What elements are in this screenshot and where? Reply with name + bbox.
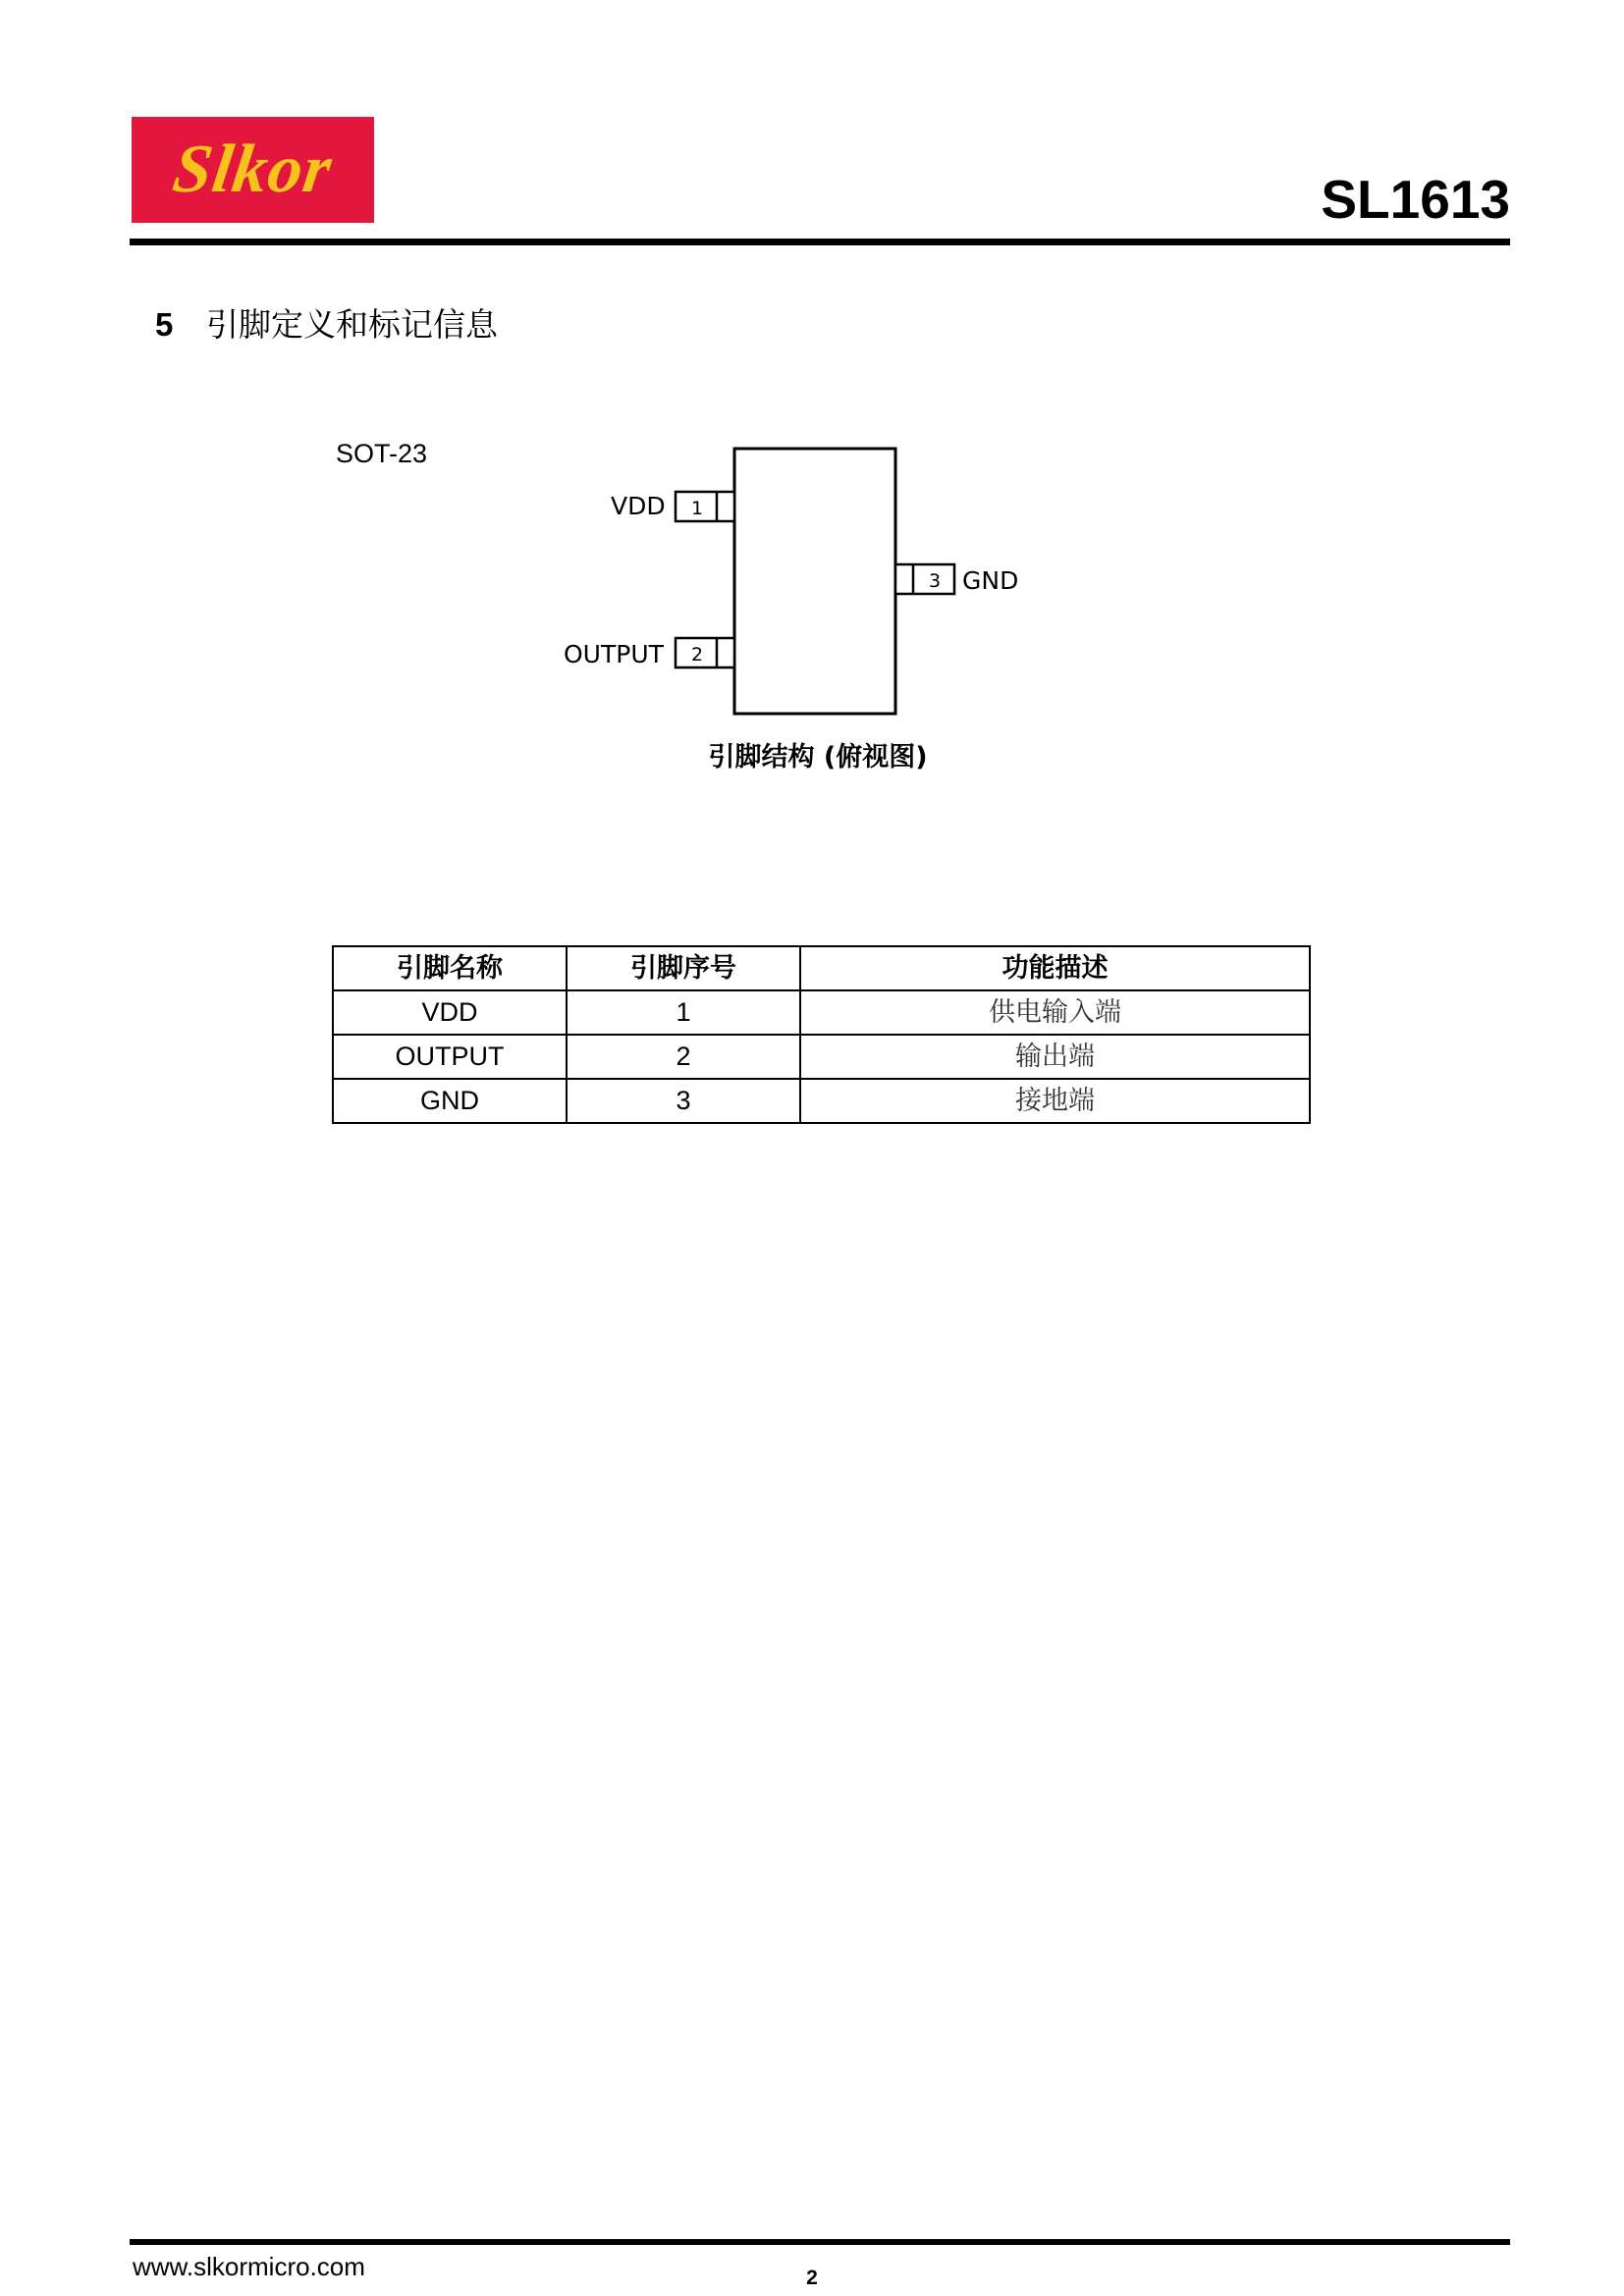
pin-1 xyxy=(676,492,734,521)
pin-1-number: 1 xyxy=(690,498,704,519)
cell-function: 接地端 xyxy=(800,1079,1310,1123)
section-title: 引脚定义和标记信息 xyxy=(206,305,498,344)
header-function: 功能描述 xyxy=(800,946,1310,990)
document-title: SL1613 xyxy=(1321,169,1510,230)
pin-2-label: OUTPUT xyxy=(564,640,664,668)
pin-diagram-svg xyxy=(550,432,1060,775)
pin-3-label: GND xyxy=(962,566,1019,595)
cell-function: 供电输入端 xyxy=(800,990,1310,1035)
chip-body xyxy=(734,449,895,714)
pin-3 xyxy=(895,564,954,594)
footer-url[interactable]: www.slkormicro.com xyxy=(133,2252,365,2281)
table-header-row xyxy=(333,946,1310,990)
table-row xyxy=(333,1079,1310,1123)
pin-2 xyxy=(676,638,734,667)
section-heading xyxy=(155,305,498,344)
pin-diagram xyxy=(550,432,1060,775)
cell-pin-name: OUTPUT xyxy=(333,1035,567,1079)
cell-pin-number: 3 xyxy=(567,1079,800,1123)
header-divider xyxy=(130,239,1510,245)
cell-pin-number: 2 xyxy=(567,1035,800,1079)
diagram-caption: 引脚结构 (俯视图) xyxy=(708,742,928,773)
table-row xyxy=(333,1035,1310,1079)
company-logo xyxy=(132,117,374,223)
cell-pin-name: GND xyxy=(333,1079,567,1123)
page-number: 2 xyxy=(806,2267,818,2289)
cell-pin-number: 1 xyxy=(567,990,800,1035)
cell-function: 输出端 xyxy=(800,1035,1310,1079)
package-label: SOT-23 xyxy=(336,439,428,468)
cell-pin-name: VDD xyxy=(333,990,567,1035)
table-row xyxy=(333,990,1310,1035)
pin-3-number: 3 xyxy=(928,570,942,592)
pin-2-number: 2 xyxy=(690,644,704,666)
logo-text: Slkor xyxy=(168,132,338,207)
pin-1-label: VDD xyxy=(611,492,666,520)
header-pin-name: 引脚名称 xyxy=(333,946,567,990)
section-number: 5 xyxy=(155,306,174,343)
pin-table xyxy=(332,945,1311,1124)
footer-divider xyxy=(130,2239,1510,2245)
header-pin-number: 引脚序号 xyxy=(567,946,800,990)
